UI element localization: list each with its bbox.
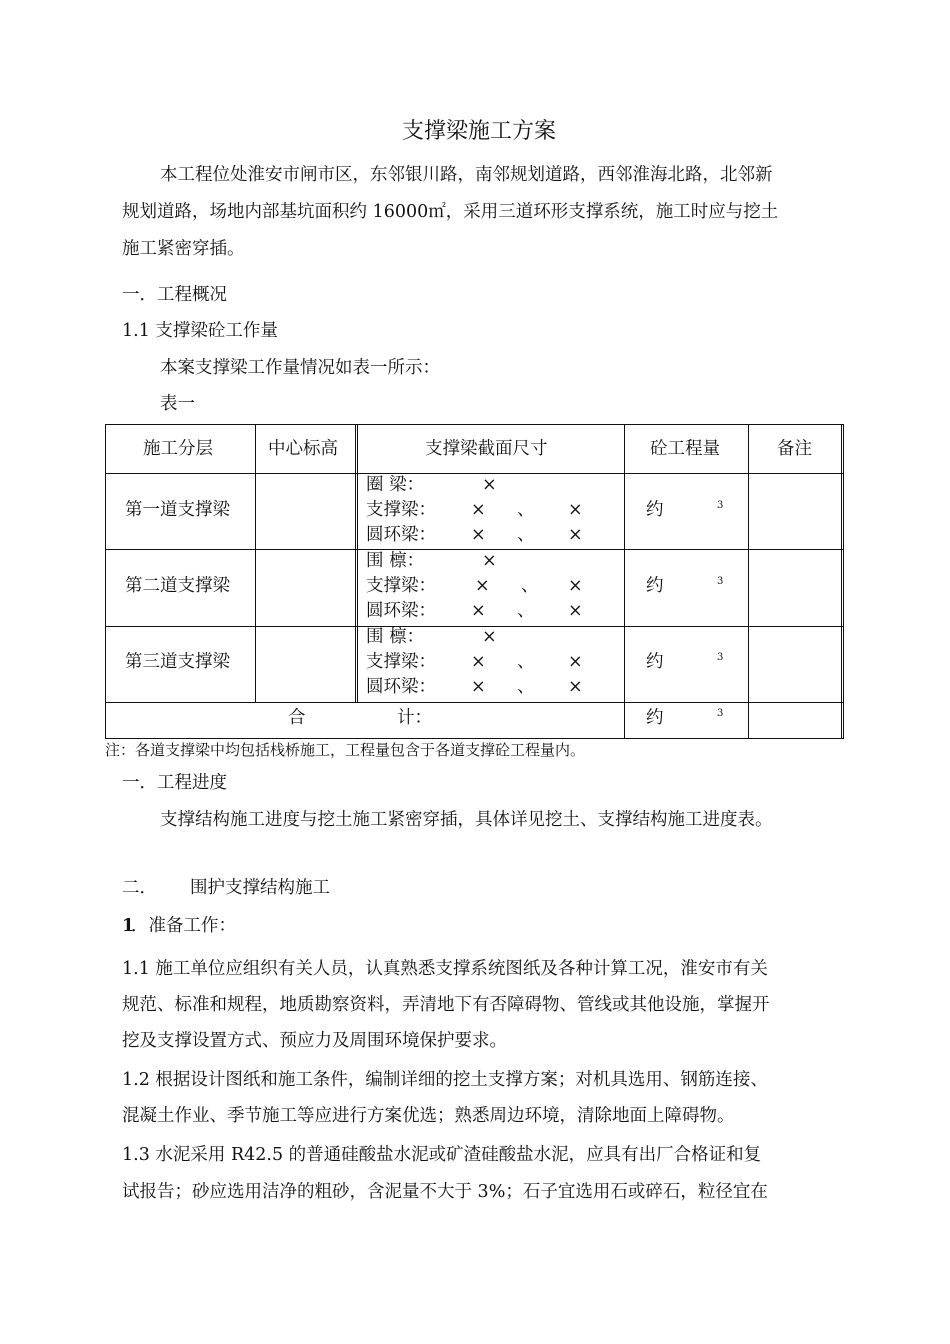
total-label-2: 计： — [397, 708, 432, 728]
row3-volume: 约 — [646, 652, 664, 672]
row1-line2-sep: 、 — [517, 500, 535, 520]
section-number-2: 二． — [122, 878, 157, 898]
workload-table — [105, 424, 843, 739]
row2-line3-x1: × — [471, 601, 486, 621]
intro-line-2: 规划道路，场地内部基坑面积约 16000㎡，采用三道环形支撑系统，施工时应与挖土 — [122, 202, 779, 222]
row3-line1-x: × — [482, 627, 497, 647]
row1-line3-x2: × — [568, 525, 583, 545]
header-elevation: 中心标高 — [268, 439, 338, 459]
row2-layer: 第二道支撑梁 — [125, 576, 230, 596]
row1-layer: 第一道支撑梁 — [125, 500, 230, 520]
table-label: 表一 — [160, 394, 195, 414]
row1-line1-label: 圈 梁： — [366, 475, 425, 495]
row1-line2-x1: × — [471, 500, 486, 520]
para-1-2-line-1: 1.2 根据设计图纸和施工条件，编制详细的挖土支撑方案；对机具选用、钢筋连接、 — [122, 1070, 768, 1090]
row3-line2-sep: 、 — [517, 652, 535, 672]
page-title: 支撑梁施工方案 — [402, 119, 557, 144]
total-volume-sup: 3 — [717, 708, 724, 719]
progress-body: 支撑结构施工进度与挖土施工紧密穿插，具体详见挖土、支撑结构施工进度表。 — [160, 810, 773, 830]
row3-line3-x1: × — [471, 677, 486, 697]
header-layer: 施工分层 — [143, 439, 213, 459]
total-volume: 约 — [646, 708, 664, 728]
row1-line1-x: × — [482, 475, 497, 495]
row2-line2-sep: 、 — [521, 576, 539, 596]
para-1-1-line-3: 挖及支撑设置方式、预应力及周围环境保护要求。 — [122, 1031, 507, 1051]
table-note: 注：各道支撑梁中均包括栈桥施工，工程量包含于各道支撑砼工程量内。 — [105, 741, 586, 759]
row2-line1-label: 围 檩： — [366, 551, 425, 571]
row1-line2-label: 支撑梁： — [366, 500, 436, 520]
row2-volume: 约 — [646, 576, 664, 596]
row3-line3-label: 圆环梁： — [366, 677, 436, 697]
row1-line3-label: 圆环梁： — [366, 525, 436, 545]
para-1-3-line-1: 1.3 水泥采用 R42.5 的普通硅酸盐水泥或矿渣硅酸盐水泥，应具有出厂合格证和复 — [122, 1145, 762, 1165]
header-remarks: 备注 — [777, 439, 812, 459]
row3-line2-label: 支撑梁： — [366, 652, 436, 672]
row1-line3-sep: 、 — [517, 525, 535, 545]
section-heading-structure: 围护支撑结构施工 — [190, 878, 330, 898]
row3-line1-label: 围 檩： — [366, 627, 425, 647]
row2-volume-sup: 3 — [717, 576, 724, 587]
header-volume: 砼工程量 — [650, 439, 720, 459]
row2-line2-label: 支撑梁： — [366, 576, 436, 596]
row2-line1-x: × — [482, 551, 497, 571]
row3-volume-sup: 3 — [717, 652, 724, 663]
subsection-heading-volume: 1.1 支撑梁砼工作量 — [122, 321, 278, 341]
row2-line3-x2: × — [568, 601, 583, 621]
intro-line-3: 施工紧密穿插。 — [122, 239, 245, 259]
row3-line2-x2: × — [568, 652, 583, 672]
section-heading-progress: 一．工程进度 — [122, 773, 227, 793]
row1-volume-sup: 3 — [717, 500, 724, 511]
row3-line2-x1: × — [471, 652, 486, 672]
header-section-size: 支撑梁截面尺寸 — [425, 439, 548, 459]
para-1-1-line-1: 1.1 施工单位应组织有关人员，认真熟悉支撑系统图纸及各种计算工况，淮安市有关 — [122, 959, 768, 979]
para-1-3-line-2: 试报告；砂应选用洁净的粗砂，含泥量不大于 3%；石子宜选用石或碎石，粒径宜在 — [122, 1182, 768, 1202]
para-1-2-line-2: 混凝土作业、季节施工等应进行方案优选；熟悉周边环境，清除地面上障碍物。 — [122, 1106, 735, 1126]
row1-volume: 约 — [646, 500, 664, 520]
total-label-1: 合 — [288, 708, 306, 728]
intro-line-1: 本工程位处淮安市闸市区，东邻银川路，南邻规划道路，西邻淮海北路，北邻新 — [160, 165, 773, 185]
row2-line3-sep: 、 — [517, 601, 535, 621]
table-intro-text: 本案支撑梁工作量情况如表一所示： — [160, 358, 440, 378]
sub-number-1: 1 — [122, 916, 135, 936]
sub-heading-prep: ．准备工作： — [131, 916, 236, 936]
row3-line3-x2: × — [568, 677, 583, 697]
row2-line2-x1: × — [475, 576, 490, 596]
row2-line2-x2: × — [568, 576, 583, 596]
row3-line3-sep: 、 — [517, 677, 535, 697]
row3-layer: 第三道支撑梁 — [125, 652, 230, 672]
row1-line3-x1: × — [471, 525, 486, 545]
row2-line3-label: 圆环梁： — [366, 601, 436, 621]
para-1-1-line-2: 规范、标准和规程，地质勘察资料，弄清地下有否障碍物、管线或其他设施，掌握开 — [122, 995, 770, 1015]
row1-line2-x2: × — [568, 500, 583, 520]
section-heading-overview: 一．工程概况 — [122, 285, 227, 305]
